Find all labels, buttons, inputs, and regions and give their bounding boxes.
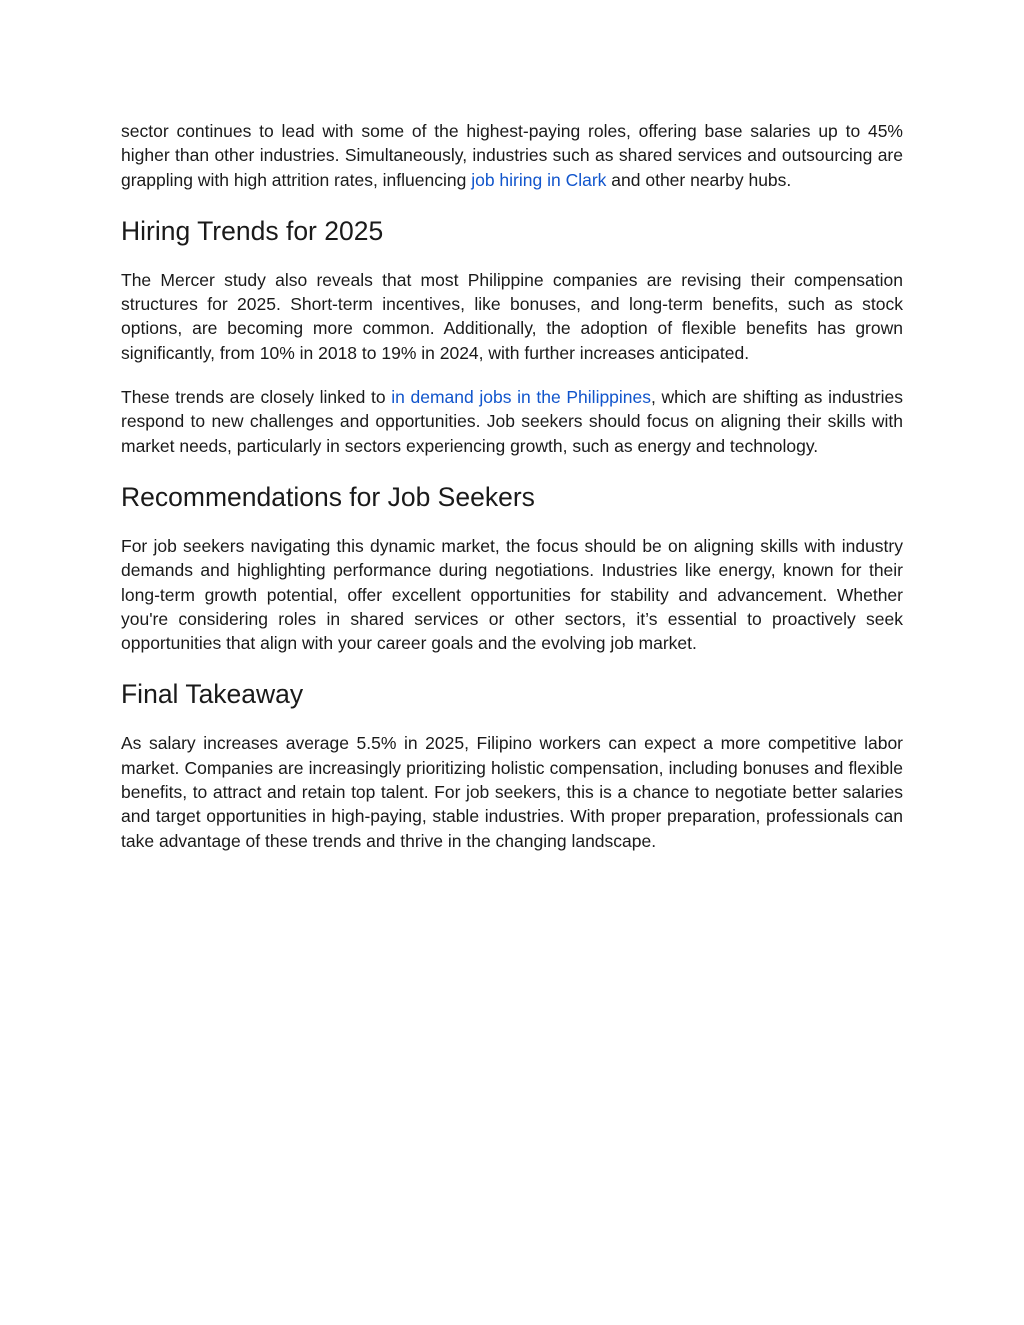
hiring-trends-paragraph-1: The Mercer study also reveals that most Philippine companies are revising their compensation structures for 2025. Short-term incentives, like bonuses, and long-term benefits, such as stock options, are becoming more common. Additionally, the adoption of flexible benefits has grown significantly, from 10% in 2018 to 19% in 2024, with further increases anticipated. [121, 269, 903, 363]
final-takeaway-heading: Final Takeaway [121, 679, 304, 710]
final-takeaway-paragraph: As salary increases average 5.5% in 2025, Filipino workers can expect a more competitive labor market. Companies are increasingly prioritizing holistic compensation, including bonuses and flexible benefits, to attract and retain top talent. For job seekers, this is a chance to negotiate better salaries and target opportunities in high-paying, stable industries. With proper preparation, professionals can take advantage of these trends and thrive in the changing landscape. [121, 733, 903, 851]
intro-text-after-link: and other nearby hubs. [606, 169, 792, 190]
hiring-trends-paragraph-2 [121, 385, 903, 458]
intro-text-before-link: sector continues to lead with some of the highest-paying roles, offering base salaries up to 45% higher than other industries. Simultaneously, industries such as shared services and outsourcing are grappling with high attrition rates, influencing [121, 121, 903, 190]
recommendations-paragraph: For job seekers navigating this dynamic market, the focus should be on aligning skills with industry demands and highlighting performance during negotiations. Industries like energy, known for their long-term growth potential, offer excellent opportunities for stability and advancement. Whether you're considering roles in shared services or other sectors, it’s essential to proactively seek opportunities that align with your career goals and the evolving job market. [121, 535, 903, 654]
recommendations-heading: Recommendations for Job Seekers [121, 481, 535, 512]
intro-paragraph [121, 119, 903, 192]
job-hiring-in-clark-link[interactable]: job hiring in Clark [471, 169, 607, 190]
hiring-text-after-link: , which are shifting as industries respond to new challenges and opportunities. Job seekers should focus on aligning their skills with market needs, particularly in sectors experiencing growth, such as energy and technology. [121, 387, 903, 456]
hiring-trends-heading: Hiring Trends for 2025 [121, 215, 384, 246]
hiring-text-before-link: These trends are closely linked to [121, 387, 392, 408]
document-page [121, 119, 903, 853]
in-demand-jobs-link[interactable]: in demand jobs in the Philippines [391, 387, 652, 408]
